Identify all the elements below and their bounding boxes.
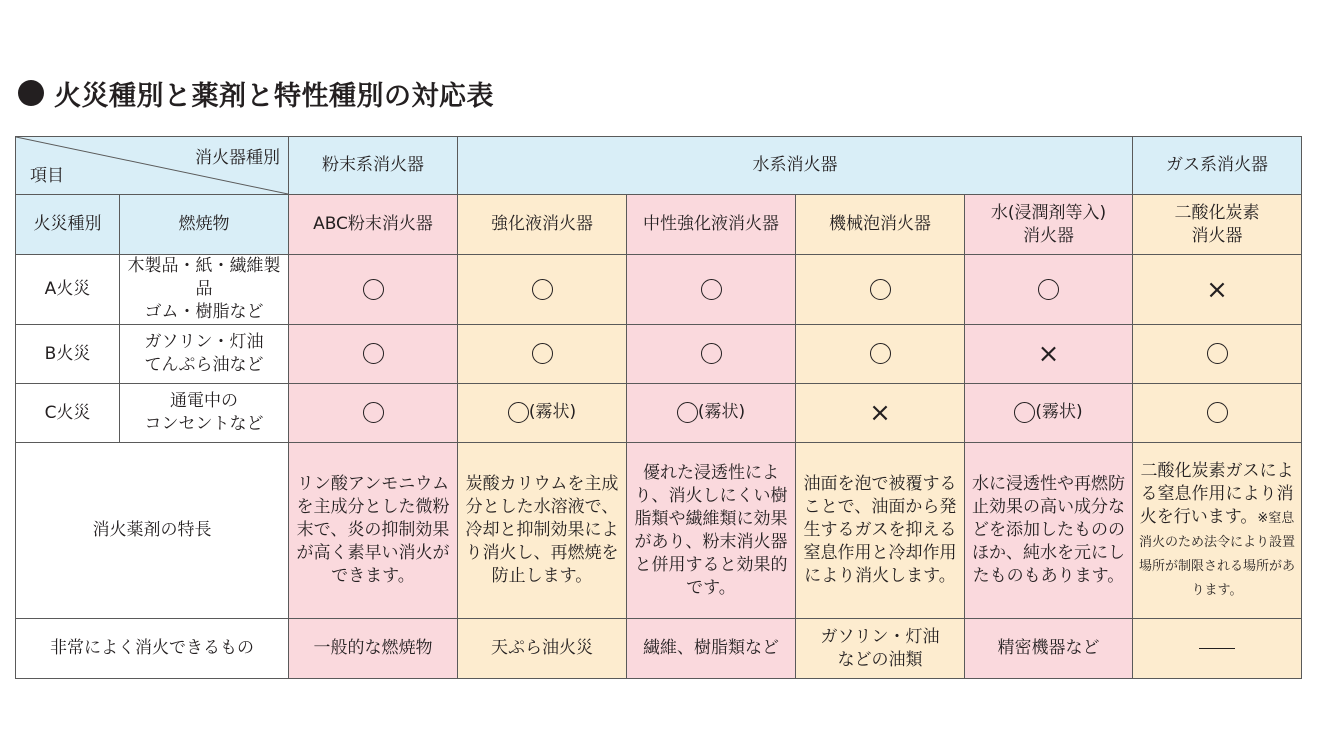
- item-label: 項目: [30, 166, 64, 186]
- feature-text: 二酸化炭素ガスによる窒息作用により消火を行います。: [1139, 460, 1294, 527]
- best-for-text-line1: ガソリン・灯油: [820, 626, 940, 647]
- correspondence-table: [15, 136, 1302, 679]
- extinguisher-water: [965, 195, 1133, 255]
- feature-text: 優れた浸透性により、消火しにくい樹脂類や繊維類に効果があり、粉末消火器と併用すると効果的です。: [627, 443, 796, 619]
- rating-cell: [796, 325, 965, 384]
- rating-cell: [1133, 325, 1302, 384]
- rating-cell: [965, 325, 1133, 384]
- feature-text: 油面を泡で被覆することで、油面から発生するガスを抑える窒息作用と冷却作用により消火します。: [796, 443, 965, 619]
- extinguisher-neutral-reinforced-liquid: [627, 195, 796, 255]
- rating-cell: [458, 255, 627, 325]
- circle-icon: [870, 343, 891, 364]
- combustible-line1: 木製品・紙・繊維製品: [127, 256, 281, 299]
- feature-text: 水に浸透性や再燃防止効果の高い成分などを添加したもののほか、純水を元にしたものもあります。: [965, 443, 1133, 619]
- rating-cell: [289, 384, 458, 443]
- fire-name: A火災: [16, 255, 120, 325]
- group-gas: ガス系消火器: [1133, 137, 1302, 195]
- fire-combustible: [120, 325, 289, 384]
- feature-text: 炭酸カリウムを主成分とした水溶液で、冷却と抑制効果により消火し、再燃焼を防止します。: [458, 443, 627, 619]
- extinguisher-mechanical-foam: [796, 195, 965, 255]
- best-for-label: 非常によく消火できるもの: [16, 619, 289, 679]
- circle-icon: [1014, 402, 1035, 423]
- circle-icon: [363, 343, 384, 364]
- fire-name: B火災: [16, 325, 120, 384]
- extinguisher-type-label: 消火器種別: [195, 148, 280, 168]
- page-title: [18, 76, 494, 110]
- mist-note: (霧状): [1035, 402, 1083, 423]
- extinguisher-name: 機械泡消火器: [829, 214, 931, 234]
- rating-cell: [289, 325, 458, 384]
- extinguisher-name-line2: 消火器: [1023, 225, 1074, 246]
- circle-icon: [701, 279, 722, 300]
- combustible-line2: コンセントなど: [144, 414, 264, 434]
- mist-note: (霧状): [697, 402, 746, 423]
- fire-combustible: [120, 255, 289, 325]
- bullet-icon: [18, 80, 44, 106]
- combustible-line1: 通電中の: [170, 391, 238, 411]
- rating-cell: [1133, 384, 1302, 443]
- extinguisher-reinforced-liquid: [458, 195, 627, 255]
- extinguisher-name-line2: 消火器: [1191, 225, 1243, 246]
- mist-note: (霧状): [528, 402, 577, 423]
- rating-cell: [458, 384, 627, 443]
- rating-cell: [289, 255, 458, 325]
- combustible-line2: てんぷら油など: [144, 355, 264, 375]
- circle-icon: [1207, 343, 1228, 364]
- circle-icon: [870, 279, 891, 300]
- circle-icon: [532, 343, 553, 364]
- dash-icon: [1199, 648, 1235, 649]
- rating-cell: [458, 325, 627, 384]
- best-for-text: 一般的な燃焼物: [313, 638, 433, 658]
- best-for-value: [965, 619, 1133, 679]
- fire-row-a: [16, 255, 1302, 325]
- best-for-value: [627, 619, 796, 679]
- rating-cell: [627, 255, 796, 325]
- best-for-text-line2: などの油類: [837, 649, 923, 670]
- best-for-text: 天ぷら油火災: [491, 638, 593, 658]
- fire-row-b: [16, 325, 1302, 384]
- circle-icon: [532, 279, 553, 300]
- fire-combustible: [120, 384, 289, 443]
- rating-cell: [1133, 255, 1302, 325]
- best-for-value: [458, 619, 627, 679]
- extinguisher-name-line1: 二酸化炭素: [1174, 202, 1260, 223]
- group-water: 水系消火器: [458, 137, 1133, 195]
- best-for-row: [16, 619, 1302, 679]
- extinguisher-abc-powder: [289, 195, 458, 255]
- rating-cell: [796, 384, 965, 443]
- cross-icon: ×: [1206, 274, 1228, 305]
- header-row-groups: [16, 137, 1302, 195]
- rating-cell: [796, 255, 965, 325]
- circle-icon: [363, 279, 384, 300]
- extinguisher-name-line1: 水(浸潤剤等入): [990, 202, 1107, 223]
- header-row-extinguishers: [16, 195, 1302, 255]
- fire-type-header: 火災種別: [16, 195, 120, 255]
- extinguisher-name: 強化液消火器: [491, 214, 593, 234]
- group-powder: 粉末系消火器: [289, 137, 458, 195]
- circle-icon: [1207, 402, 1228, 423]
- extinguisher-co2: [1133, 195, 1302, 255]
- extinguisher-name: 中性強化液消火器: [643, 214, 779, 234]
- combustible-line2: ゴム・樹脂など: [144, 302, 264, 322]
- rating-cell: [965, 255, 1133, 325]
- best-for-text: 精密機器など: [997, 638, 1100, 658]
- cross-icon: ×: [869, 398, 891, 428]
- extinguisher-name: ABC粉末消火器: [313, 214, 433, 234]
- fire-row-c: [16, 384, 1302, 443]
- combustible-header: 燃焼物: [120, 195, 289, 255]
- cross-icon: ×: [1037, 339, 1060, 369]
- circle-icon: [677, 402, 698, 423]
- co2-note: ※窒息消火のため法令により設置場所が制限される場所があります。: [1138, 510, 1295, 598]
- circle-icon: [363, 402, 384, 423]
- features-label: 消火薬剤の特長: [16, 443, 289, 619]
- circle-icon: [508, 402, 529, 423]
- circle-icon: [701, 343, 722, 364]
- feature-text-co2: [1133, 443, 1302, 619]
- best-for-value-none: [1133, 619, 1302, 679]
- rating-cell: [627, 384, 796, 443]
- best-for-text: 繊維、樹脂類など: [643, 638, 779, 658]
- fire-name: C火災: [16, 384, 120, 443]
- features-row: [16, 443, 1302, 619]
- combustible-line1: ガソリン・灯油: [144, 332, 264, 352]
- rating-cell: [627, 325, 796, 384]
- header-corner-cell: [16, 137, 289, 195]
- rating-cell: [965, 384, 1133, 443]
- page-title-text: 火災種別と薬剤と特性種別の対応表: [54, 80, 494, 112]
- best-for-value: [796, 619, 965, 679]
- best-for-value: [289, 619, 458, 679]
- feature-text: リン酸アンモニウムを主成分とした微粉末で、炎の抑制効果が高く素早い消火ができます。: [289, 443, 458, 619]
- circle-icon: [1038, 279, 1059, 300]
